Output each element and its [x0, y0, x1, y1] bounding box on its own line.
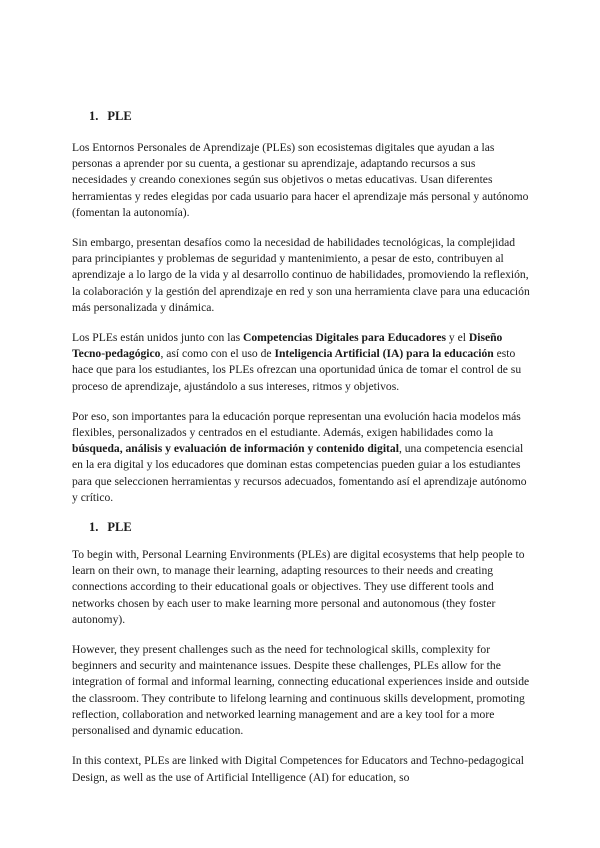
paragraph-en-3: In this context, PLEs are linked with Digital Competences for Educators and Techno-pedagogical Design, as well as the use of Artificial Intelligence (AI) for education, so	[72, 754, 524, 784]
paragraph-es-1: Los Entornos Personales de Aprendizaje (PLEs) son ecosistemas digitales que ayudan a las personas a aprender por su cuenta, a gestionar su aprendizaje, adaptando recursos a sus necesidades y creando conexiones según sus objetivos o metas educativas. Usan diferentes herramientas y redes elegidas por cada usuario para hacer el aprendizaje más personal y autónomo (fomentan la autonomía).	[72, 141, 529, 219]
paragraph-en-2: However, they present challenges such as the need for technological skills, complexity for beginners and security and maintenance issues. Despite these challenges, PLEs allow for the integration of formal and informal learning, connecting educational experiences inside and outside the classroom. They contribute to lifelong learning and continuous skills development, promoting reflection, collaboration and networked learning management and are a key tool for a more personalised and dynamic education.	[72, 643, 530, 738]
paragraph-en-1: To begin with, Personal Learning Environments (PLEs) are digital ecosystems that help people to learn on their own, to manage their learning, adapting resources to their needs and creating connections according to their educational goals or objectives. They use different tools and networks chosen by each user to make learning more personal and autonomous (they foster autonomy).	[72, 548, 525, 626]
bold-run-ia: Inteligencia Artificial (IA) para la educación	[274, 347, 494, 361]
bold-run-busqueda: búsqueda, análisis y evaluación de información y contenido digital	[72, 442, 399, 456]
text-run: Los PLEs están unidos junto con las	[72, 331, 243, 345]
text-run: , una competencia esencial en la era digital y los educadores que dominan estas competencias pueden guiar a los estudiantes para que seleccionen herramientas y recursos adecuados, fomentando así el aprendizaje autónomo y crítico.	[72, 442, 527, 504]
section-heading-en	[89, 520, 530, 535]
text-run: , así como con el uso de	[160, 347, 275, 361]
text-run: Por eso, son importantes para la educación porque representan una evolución hacia modelos más flexibles, personalizados y centrados en el estudiante. Además, exigen habilidades como la	[72, 409, 521, 440]
heading-title: PLE	[107, 520, 132, 535]
section-heading-es	[89, 109, 530, 124]
bold-run-competencias: Competencias Digitales para Educadores	[243, 331, 446, 345]
bold-run-diseno: Diseño Tecno-pedagógico	[72, 331, 503, 361]
heading-number: 1.	[89, 520, 99, 535]
paragraph-es-4	[72, 409, 530, 506]
heading-title: PLE	[107, 109, 132, 123]
heading-number: 1.	[89, 109, 99, 123]
paragraph-es-2: Sin embargo, presentan desafíos como la necesidad de habilidades tecnológicas, la complejidad para principiantes y problemas de seguridad y mantenimiento, a pesar de esto, contribuyen al aprendizaje a lo largo de la vida y al desarrollo continuo de habilidades, promoviendo la reflexión, la colaboración y la gestión del aprendizaje en red y son una herramienta clave para una educación más personalizada y dinámica.	[72, 236, 530, 314]
text-run: esto hace que para los estudiantes, los PLEs ofrezcan una oportunidad única de tomar el control de su proceso de aprendizaje, ajustándolo a sus intereses, ritmos y objetivos.	[72, 347, 522, 393]
paragraph-es-3	[72, 330, 530, 395]
text-run: y el	[446, 331, 469, 345]
